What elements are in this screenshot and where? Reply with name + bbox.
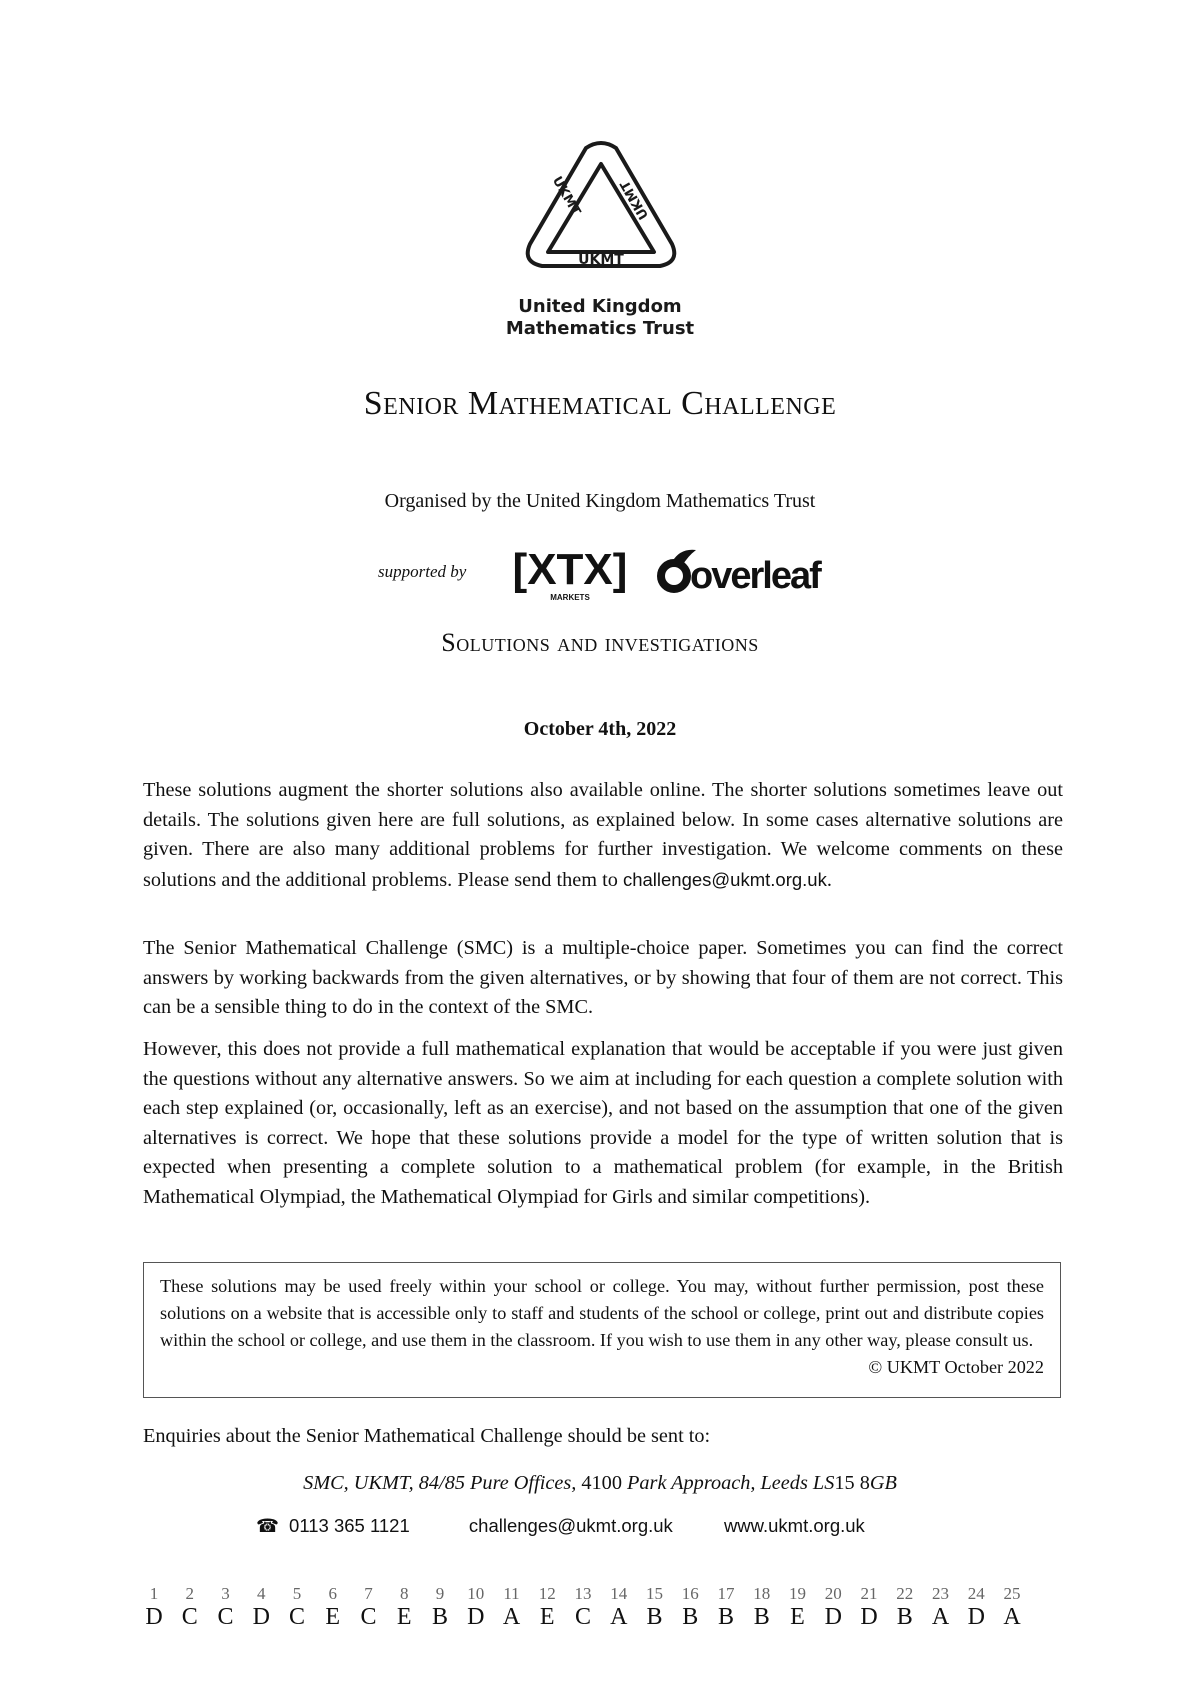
answer-letter: D: [860, 1604, 878, 1630]
address-part-5: GB: [869, 1472, 897, 1494]
question-number: 4: [257, 1584, 266, 1603]
question-number: 19: [789, 1584, 806, 1603]
answer-key-item: [852, 1584, 886, 1631]
answer-letter: C: [360, 1604, 377, 1630]
answer-key-item: [709, 1584, 743, 1631]
xtx-logo-subtext: MARKETS: [550, 593, 590, 602]
question-number: 8: [400, 1584, 409, 1603]
answer-key-item: [280, 1584, 314, 1631]
answer-letter: E: [539, 1604, 555, 1630]
document-date: October 4th, 2022: [523, 718, 677, 740]
address-part-3: Park Approach, Leeds LS: [621, 1472, 835, 1494]
postal-address: [0, 1472, 1200, 1495]
answer-key-item: [495, 1584, 529, 1631]
question-number: 7: [364, 1584, 373, 1603]
question-number: 18: [753, 1584, 771, 1603]
overleaf-logo-text: overleaf: [690, 555, 820, 596]
organisation-line-1: United Kingdom: [518, 296, 682, 317]
intro-paragraph-1-text: These solutions augment the shorter solutions also available online. The shorter solutions sometimes leave out details. The solutions given here are full solutions, as explained below. In some cases alternative solutions are given. There are also many additional problems for further investigation. We welcome comments on these solutions and the additional problems. Please send them to: [143, 779, 1063, 891]
answer-key-item: [638, 1584, 672, 1631]
organisation-line-2: Mathematics Trust: [505, 318, 695, 339]
license-notice-box: [143, 1262, 1061, 1398]
intro-paragraph-3: However, this does not provide a full mathematical explanation that would be acceptable if you were just given the questions without any alternative answers. So we aim at including for each question a complete solution with each step explained (or, occasionally, left as an exercise), and not based on the assumption that one of the given alternatives is correct. We hope that these solutions provide a model for the type of written solution that is expected when presenting a complete solution to a mathematical problem (for example, in the British Mathematical Olympiad, the Mathematical Olympiad for Girls and similar competitions).: [143, 1038, 1063, 1208]
address-part-1: SMC, UKMT, 84/85 Pure Offices,: [303, 1472, 582, 1494]
question-number: 5: [292, 1584, 302, 1603]
question-number: 6: [328, 1584, 337, 1603]
section-subtitle: [0, 628, 1200, 658]
logo-left-text: UKMT: [548, 174, 584, 219]
overleaf-logo: [654, 546, 834, 596]
question-number: 9: [435, 1584, 445, 1603]
question-number: 22: [896, 1584, 914, 1603]
question-number: 11: [503, 1584, 520, 1603]
answer-key-item: [244, 1584, 278, 1631]
answer-key-item: [745, 1584, 779, 1631]
question-number: 1: [149, 1584, 159, 1603]
sponsor-row: [378, 540, 838, 606]
question-number: 14: [610, 1584, 628, 1603]
question-number: 10: [467, 1584, 485, 1603]
question-number: 12: [538, 1584, 556, 1603]
contact-phone: 0113 365 1121: [289, 1515, 410, 1536]
license-notice: [160, 1273, 1044, 1381]
contact-email[interactable]: challenges@ukmt.org.uk: [468, 1515, 673, 1536]
license-notice-text: These solutions may be used freely within your school or college. You may, without further permission, post these solutions on a website that is accessible only to staff and students of the school or college, print out and distribute copies within the school or college, and use them in the classroom. If you wish to use them in any other way, please consult us.: [160, 1276, 1044, 1350]
address-part-4: 15 8: [834, 1472, 870, 1494]
question-number: 25: [1003, 1584, 1021, 1603]
answer-letter: C: [181, 1604, 198, 1630]
answer-key-item: [137, 1584, 171, 1631]
contact-email-inline[interactable]: challenges@ukmt.org.uk: [622, 868, 827, 890]
answer-letter: B: [717, 1604, 734, 1630]
answer-letter: A: [1003, 1604, 1021, 1630]
section-subtitle-text: Solutions and investigations: [441, 628, 759, 657]
intro-paragraph-1-end: .: [826, 868, 832, 891]
page-title-text: Senior Mathematical Challenge: [363, 385, 837, 422]
answer-key-item: [924, 1584, 958, 1631]
question-number: 24: [967, 1584, 985, 1603]
answer-letter: D: [824, 1604, 842, 1630]
question-number: 17: [717, 1584, 735, 1603]
answer-letter: D: [252, 1604, 270, 1630]
intro-paragraph-1: [143, 776, 1063, 895]
answer-letter: D: [967, 1604, 985, 1630]
copyright-notice: © UKMT October 2022: [868, 1357, 1044, 1377]
xtx-markets-logo: [510, 540, 630, 606]
organised-by-line: Organised by the United Kingdom Mathematics Trust: [384, 490, 816, 512]
answer-letter: B: [896, 1604, 913, 1630]
question-number: 20: [824, 1584, 842, 1603]
contact-website[interactable]: www.ukmt.org.uk: [723, 1515, 865, 1536]
answer-key-item: [530, 1584, 564, 1631]
answer-letter: E: [396, 1604, 412, 1630]
logo-right-text: UKMT: [617, 177, 653, 222]
enquiries-line: Enquiries about the Senior Mathematical Challenge should be sent to:: [143, 1425, 711, 1447]
answer-letter: D: [467, 1604, 485, 1630]
contact-details: [256, 1515, 865, 1537]
answer-key-item: [781, 1584, 815, 1631]
answer-letter: E: [325, 1604, 341, 1630]
answer-letter: C: [574, 1604, 591, 1630]
answer-key-item: [959, 1584, 993, 1631]
question-number: 13: [574, 1584, 592, 1603]
address-part-2: 4100: [581, 1472, 622, 1494]
answer-letter: B: [431, 1604, 448, 1630]
question-number: 16: [681, 1584, 699, 1603]
xtx-logo-text: [XTX]: [512, 545, 628, 594]
question-number: 2: [185, 1584, 194, 1603]
answer-letter: A: [502, 1604, 521, 1630]
answer-letter: C: [217, 1604, 234, 1630]
answer-key-item: [673, 1584, 707, 1631]
answer-key-item: [602, 1584, 636, 1631]
answer-key-item: [888, 1584, 922, 1631]
answer-key-item: [352, 1584, 386, 1631]
answer-letter: D: [145, 1604, 163, 1630]
answer-key-item: [816, 1584, 850, 1631]
answer-key-item: [316, 1584, 350, 1631]
ukmt-logo: [520, 140, 682, 288]
page-title: [0, 385, 1200, 423]
answer-key-item: [459, 1584, 493, 1631]
answer-key-item: [173, 1584, 207, 1631]
organisation-name: [0, 296, 1200, 340]
answer-letter: A: [931, 1604, 950, 1630]
answer-key-item: [209, 1584, 243, 1631]
answer-key-item: [995, 1584, 1029, 1631]
answer-key-item: [566, 1584, 600, 1631]
question-number: 15: [646, 1584, 663, 1603]
answer-key-item: [387, 1584, 421, 1631]
answer-letter: E: [790, 1604, 805, 1630]
question-number: 21: [860, 1584, 878, 1603]
answer-letter: B: [753, 1604, 770, 1630]
telephone-icon: ☎: [256, 1516, 280, 1537]
answer-letter: C: [288, 1604, 305, 1630]
question-number: 23: [932, 1584, 949, 1603]
answer-letter: B: [646, 1604, 663, 1630]
question-number: 3: [221, 1584, 230, 1603]
logo-base-text: UKMT: [578, 252, 624, 268]
intro-paragraph-2: The Senior Mathematical Challenge (SMC) is a multiple-choice paper. Sometimes you can find the correct answers by working backwards from the given alternatives, or by showing that four of them are not correct. This can be a sensible thing to do in the context of the SMC.: [143, 937, 1063, 1018]
answer-key-item: [423, 1584, 457, 1631]
answer-letter: B: [682, 1604, 699, 1630]
answer-letter: A: [610, 1604, 628, 1630]
supported-by-label: supported by: [378, 562, 467, 581]
